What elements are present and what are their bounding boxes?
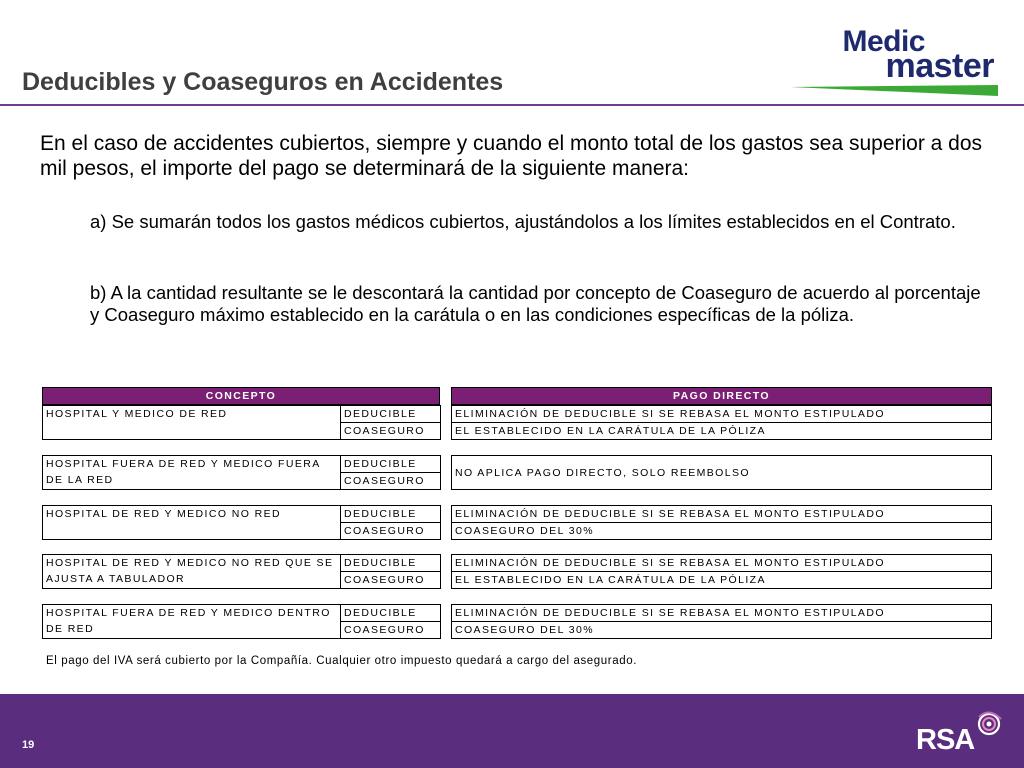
type-cell: DEDUCIBLE bbox=[341, 406, 441, 423]
type-cell: DEDUCIBLE bbox=[341, 506, 441, 523]
logo-swoosh-icon bbox=[790, 82, 1002, 100]
pago-group-2 bbox=[451, 455, 992, 490]
type-cell: DEDUCIBLE bbox=[341, 456, 441, 473]
pago-group-4 bbox=[451, 554, 992, 589]
concept-group-2 bbox=[42, 455, 441, 490]
pay-cell: ELIMINACIÓN DE DEDUCIBLE SI SE REBASA EL MONTO ESTIPULADO bbox=[452, 605, 992, 622]
pay-cell: EL ESTABLECIDO EN LA CARÁTULA DE LA PÓLIZA bbox=[452, 572, 992, 589]
table-row bbox=[43, 506, 441, 523]
table-row bbox=[452, 523, 992, 540]
pay-cell: COASEGURO DEL 30% bbox=[452, 622, 992, 639]
header-concepto: CONCEPTO bbox=[43, 388, 440, 405]
concept-cell: HOSPITAL FUERA DE RED Y MEDICO FUERA DE LA RED bbox=[43, 456, 341, 490]
table-row bbox=[452, 456, 992, 490]
type-cell: COASEGURO bbox=[341, 473, 441, 490]
pay-cell: ELIMINACIÓN DE DEDUCIBLE SI SE REBASA EL MONTO ESTIPULADO bbox=[452, 406, 992, 423]
table-row bbox=[452, 555, 992, 572]
type-cell: COASEGURO bbox=[341, 572, 441, 589]
pago-group-5 bbox=[451, 604, 992, 639]
table-row bbox=[452, 406, 992, 423]
table-row bbox=[452, 423, 992, 440]
pago-header-table bbox=[451, 387, 992, 405]
concept-group-5 bbox=[42, 604, 441, 639]
type-cell: COASEGURO bbox=[341, 423, 441, 440]
pago-group-3 bbox=[451, 505, 992, 540]
concept-cell: HOSPITAL FUERA DE RED Y MEDICO DENTRO DE RED bbox=[43, 605, 341, 639]
table-row bbox=[43, 406, 441, 423]
table-row bbox=[452, 506, 992, 523]
type-cell: COASEGURO bbox=[341, 523, 441, 540]
concept-cell: HOSPITAL DE RED Y MEDICO NO RED QUE SE AJUSTA A TABULADOR bbox=[43, 555, 341, 589]
concept-group-1 bbox=[42, 405, 441, 440]
logo-text-medic: Medic bbox=[842, 25, 925, 58]
table-row bbox=[452, 572, 992, 589]
page-number: 19 bbox=[22, 739, 35, 751]
slide-title: Deducibles y Coaseguros en Accidentes bbox=[22, 68, 504, 96]
iva-note: El pago del IVA será cubierto por la Compañía. Cualquier otro impuesto quedará a cargo del asegurado. bbox=[46, 655, 637, 667]
medicmaster-logo bbox=[790, 22, 1002, 100]
list-item-a: a) Se sumarán todos los gastos médicos cubiertos, ajustándolos a los límites establecidos en el Contrato. bbox=[90, 211, 956, 232]
concept-header-table bbox=[42, 387, 440, 405]
title-divider bbox=[0, 104, 1024, 106]
pay-cell: ELIMINACIÓN DE DEDUCIBLE SI SE REBASA EL MONTO ESTIPULADO bbox=[452, 506, 992, 523]
type-cell: COASEGURO bbox=[341, 622, 441, 639]
concept-cell: HOSPITAL DE RED Y MEDICO NO RED bbox=[43, 506, 341, 540]
pay-cell: EL ESTABLECIDO EN LA CARÁTULA DE LA PÓLIZA bbox=[452, 423, 992, 440]
concept-group-4 bbox=[42, 554, 441, 589]
intro-paragraph: En el caso de accidentes cubiertos, siempre y cuando el monto total de los gastos sea superior a dos mil pesos, el importe del pago se determinará de la siguiente manera: bbox=[40, 132, 983, 180]
concept-cell: HOSPITAL Y MEDICO DE RED bbox=[43, 406, 341, 440]
table-row bbox=[43, 555, 441, 572]
type-cell: DEDUCIBLE bbox=[341, 555, 441, 572]
pay-cell-merged: NO APLICA PAGO DIRECTO, SOLO REEMBOLSO bbox=[452, 456, 992, 490]
header-pago-directo: PAGO DIRECTO bbox=[452, 388, 992, 405]
concept-group-3 bbox=[42, 505, 441, 540]
pay-cell: ELIMINACIÓN DE DEDUCIBLE SI SE REBASA EL MONTO ESTIPULADO bbox=[452, 555, 992, 572]
table-row bbox=[43, 456, 441, 473]
pay-cell: COASEGURO DEL 30% bbox=[452, 523, 992, 540]
logo-text-master: master bbox=[885, 47, 994, 85]
table-row bbox=[43, 605, 441, 622]
pago-group-1 bbox=[451, 405, 992, 440]
rsa-swirl-icon bbox=[974, 709, 1004, 739]
rsa-logo-text: RSA bbox=[916, 724, 975, 756]
table-row bbox=[452, 605, 992, 622]
type-cell: DEDUCIBLE bbox=[341, 605, 441, 622]
list-item-b: b) A la cantidad resultante se le descontará la cantidad por concepto de Coaseguro de acuerdo al porcentaje y Coaseguro máximo establecido en la carátula o en las condiciones específicas de la póliza. bbox=[90, 282, 981, 325]
table-row bbox=[452, 622, 992, 639]
footer-bar bbox=[0, 694, 1024, 768]
